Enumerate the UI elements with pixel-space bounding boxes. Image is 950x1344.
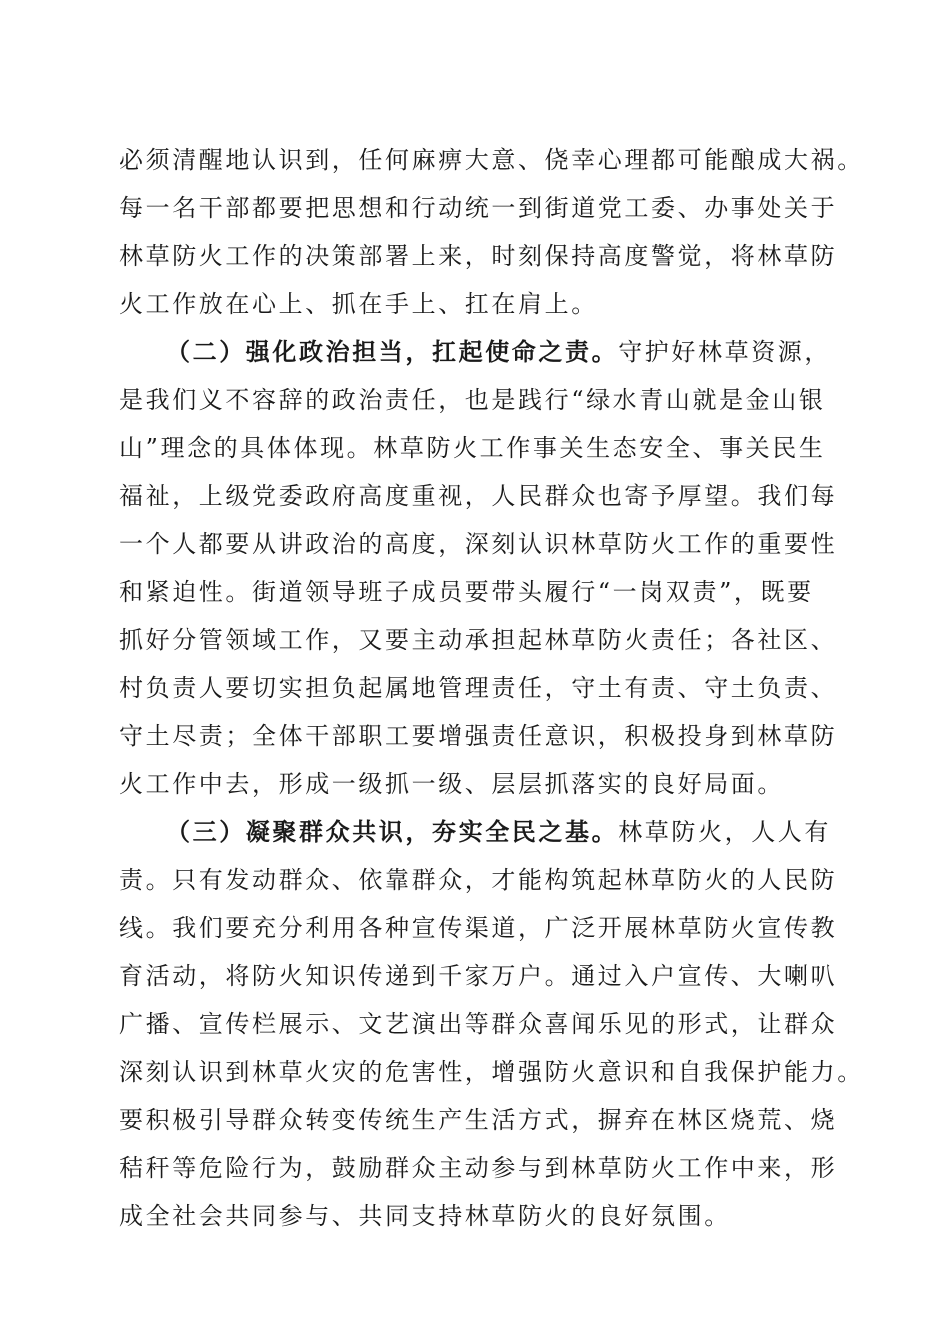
paragraph-3-first-line-text: 林草防火，人人有	[618, 818, 832, 846]
paragraph-1-line-4: 火工作放在心上、抓在手上、扛在肩上。	[119, 290, 598, 318]
paragraph-1-line-2: 每一名干部都要把思想和行动统一到街道党工委、办事处关于	[119, 194, 838, 222]
paragraph-2-heading: （二）强化政治担当，扛起使命之责。	[166, 338, 619, 366]
paragraph-3-line-8: 秸秆等危险行为，鼓励群众主动参与到林草防火工作中来，形	[119, 1154, 838, 1182]
paragraph-1-line-3: 林草防火工作的决策部署上来，时刻保持高度警觉，将林草防	[119, 242, 838, 270]
paragraph-3-line-4: 育活动，将防火知识传递到千家万户。通过入户宣传、大喇叭	[119, 962, 838, 990]
paragraph-3-line-3: 线。我们要充分利用各种宣传渠道，广泛开展林草防火宣传教	[119, 914, 838, 942]
paragraph-2-line-9: 守土尽责；全体干部职工要增强责任意识，积极投身到林草防	[119, 722, 838, 750]
paragraph-2-line-2: 是我们义不容辞的政治责任，也是践行“绿水青山就是金山银	[119, 386, 826, 414]
paragraph-2-line-8: 村负责人要切实担负起属地管理责任，守土有责、守土负责、	[119, 674, 838, 702]
paragraph-3-first-line	[166, 810, 838, 854]
paragraph-1-line-1: 必须清醒地认识到，任何麻痹大意、侥幸心理都可能酿成大祸。	[119, 146, 864, 174]
paragraph-2-line-10: 火工作中去，形成一级抓一级、层层抓落实的良好局面。	[119, 770, 784, 798]
paragraph-3-line-6: 深刻认识到林草火灾的危害性，增强防火意识和自我保护能力。	[119, 1058, 864, 1086]
paragraph-3-line-7: 要积极引导群众转变传统生产生活方式，摒弃在林区烧荒、烧	[119, 1106, 838, 1134]
paragraph-3-line-9: 成全社会共同参与、共同支持林草防火的良好氛围。	[119, 1202, 731, 1230]
paragraph-2-line-5: 一个人都要从讲政治的高度，深刻认识林草防火工作的重要性	[119, 530, 838, 558]
paragraph-3-line-5: 广播、宣传栏展示、文艺演出等群众喜闻乐见的形式，让群众	[119, 1010, 838, 1038]
paragraph-2-line-3: 山”理念的具体体现。林草防火工作事关生态安全、事关民生	[119, 434, 826, 462]
paragraph-3-heading: （三）凝聚群众共识，夯实全民之基。	[166, 818, 619, 846]
paragraph-2-first-line-text: 守护好林草资源，	[618, 338, 832, 366]
paragraph-2-line-6: 和紧迫性。街道领导班子成员要带头履行“一岗双责”，既要	[119, 578, 814, 606]
paragraph-2-line-4: 福祉，上级党委政府高度重视，人民群众也寄予厚望。我们每	[119, 482, 838, 510]
paragraph-3-line-2: 责。只有发动群众、依靠群众，才能构筑起林草防火的人民防	[119, 866, 838, 894]
paragraph-2-first-line	[166, 330, 838, 374]
paragraph-2-line-7: 抓好分管领域工作，又要主动承担起林草防火责任；各社区、	[119, 626, 838, 654]
